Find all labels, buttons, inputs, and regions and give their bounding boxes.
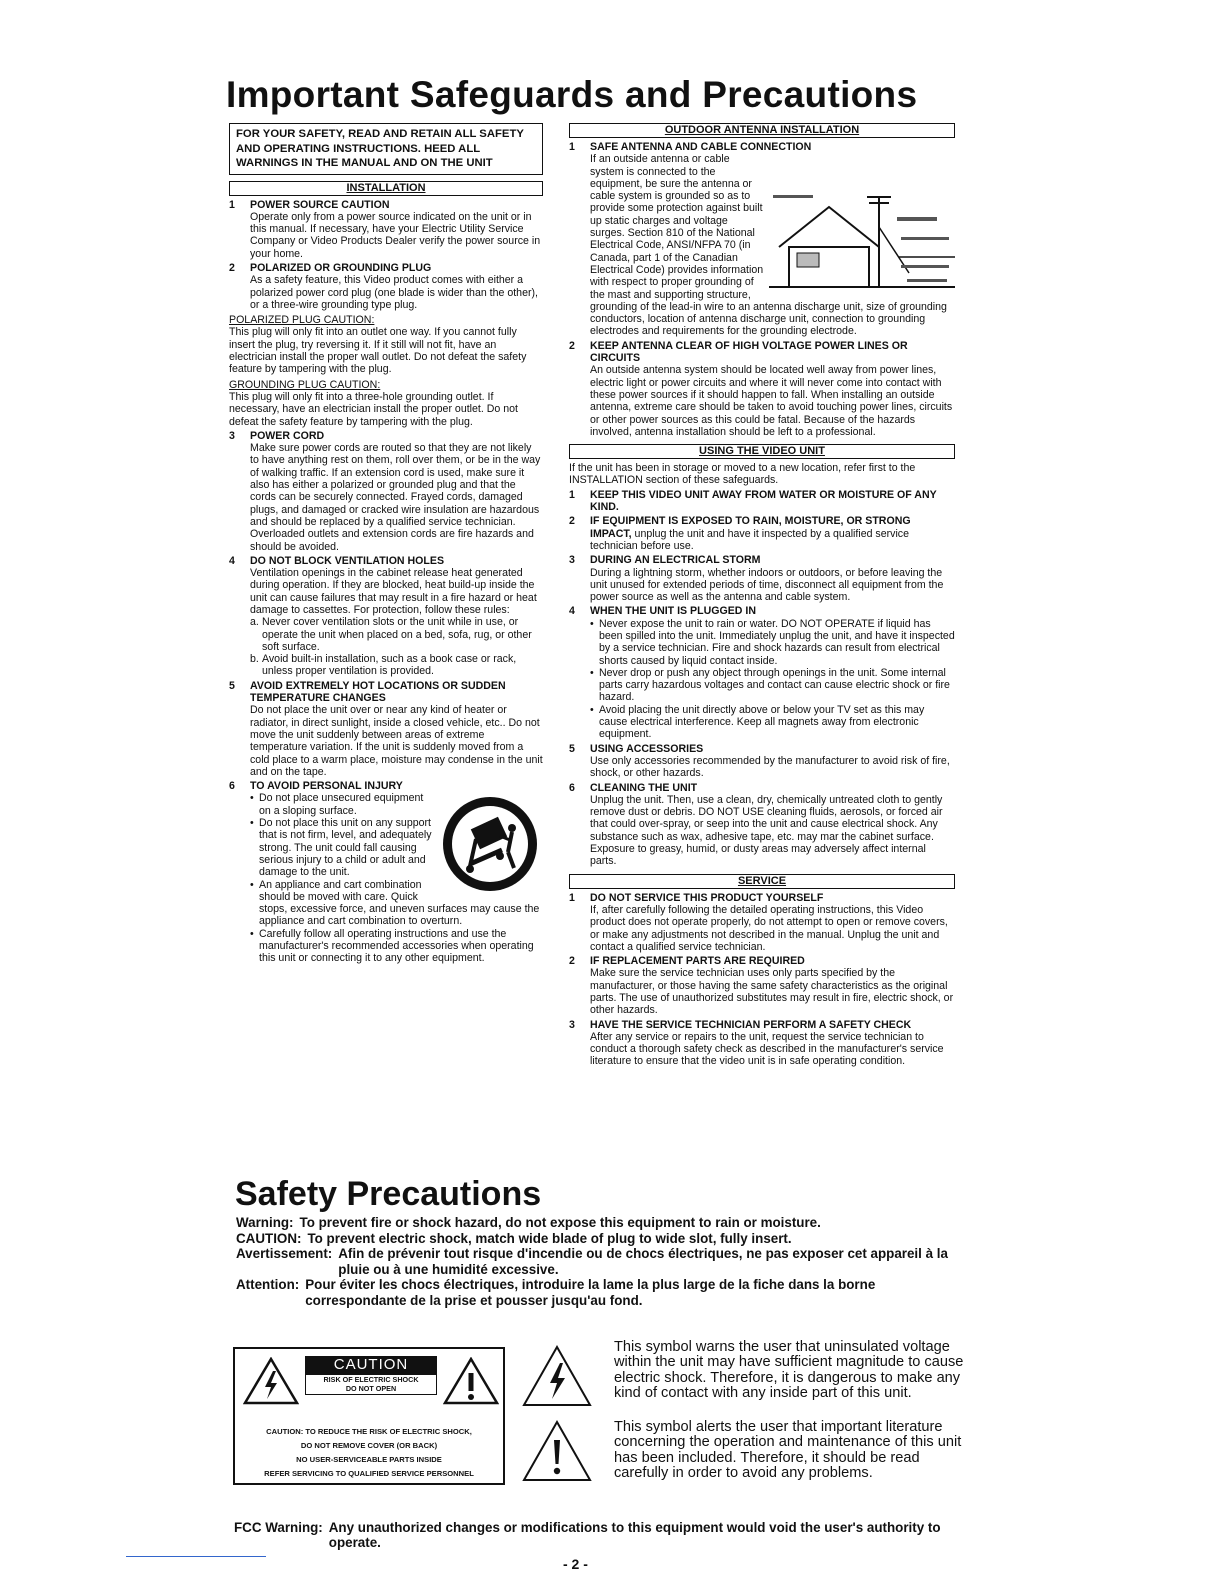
- plugged-in-bullets: [590, 618, 955, 741]
- installation-item-5: 5 AVOID EXTREMELY HOT LOCATIONS OR SUDDEN TEMPERATURE CHANGES Do not place the unit over or near any kind of heater or radiator, in direct sunlight, inside a closed vehicle, etc.. Do not move the unit suddenly between areas of extreme temperature variation. If the unit is suddenly moved from a cold place to a warm place, moisture may condense in the unit and on the tape.: [229, 679, 543, 778]
- using-item-3: 3 DURING AN ELECTRICAL STORM During a lightning storm, whether indoors or outdoors, or before leaving the unit unused for extended periods of time, disconnect all equipment from the power source as well as the antenna and cable system.: [569, 554, 955, 603]
- item-heading: DURING AN ELECTRICAL STORM: [590, 554, 761, 567]
- outdoor-item-2: 2 KEEP ANTENNA CLEAR OF HIGH VOLTAGE POWER LINES OR CIRCUITS An outside antenna system should be located well away from power lines, electric light or power circuits and where it will never come into contact with these power sources if it should happen to fall. When installing an outside antenna, extreme care should be taken to avoid touching power lines, circuits or other power sources as this could be fatal. Because of the hazards involved, antenna installation should be left to a professional.: [569, 340, 955, 438]
- using-item-5: 5 USING ACCESSORIES Use only accessories recommended by the manufacturer to avoid risk of fire, shock, or other hazards.: [569, 743, 955, 780]
- safety-notice: FOR YOUR SAFETY, READ AND RETAIN ALL SAFETY AND OPERATING INSTRUCTIONS. HEED ALL WARNINGS IN THE MANUAL AND ON THE UNIT: [229, 123, 543, 175]
- list-item: • Carefully follow all operating instructions and use the manufacturer's recommended accessories when operating this unit or connecting it to any other equipment.: [250, 928, 543, 965]
- list-item: • Never expose the unit to rain or water. DO NOT OPERATE if liquid has been spilled into the unit. Immediately unplug the unit, and have it inspected by a service technician. Fire and shock hazards can result from electrical shorts caused by liquid contact inside.: [590, 618, 955, 667]
- item-heading: WHEN THE UNIT IS PLUGGED IN: [590, 605, 756, 618]
- list-item: • Do not place unsecured equipment on a sloping surface.: [250, 792, 543, 817]
- installation-item-6: 6 TO AVOID PERSONAL INJURY • Do not place unsecured equipment on a sloping surface. • Do not place this unit on any support that is not firm, level, and adequately strong. The unit could fall causing serious injury to a child or adult and damage to the unit. • An appliance and cart combination should be moved with care. Quick stops, excessive force, and uneven surfaces may cause the appliance and cart combination to overturn. • Carefully follow all operating instructions and use the manufacturer's recommended accessories when operating this unit or connecting it to any other equipment.: [229, 780, 543, 964]
- polarized-caution-body: This plug will only fit into an outlet one way. If you cannot fully insert the plug, try reversing it. If it still will not fit, have an electrician install the proper wall outlet. Do not defeat the safety feature by tampering with the plug.: [229, 326, 527, 376]
- using-item-6: 6 CLEANING THE UNIT Unplug the unit. Then, use a clean, dry, chemically untreated cloth to gently remove dust or debris. DO NOT USE cleaning fluids, aerosols, or forced air that could over-spray, or seep into the unit and cause electrical shock. Any substance such as wax, adhesive tape, etc. may mar the cabinet surface. Exposure to greasy, humid, or dusty areas may adversely affect internal parts.: [569, 782, 955, 868]
- attention-row: Attention: Pour éviter les chocs électriques, introduire la lame la plus large de la fiche dans la borne correspondante de la prise et pousser jusqu'au fond.: [236, 1277, 876, 1308]
- item-heading: DO NOT BLOCK VENTILATION HOLES: [250, 554, 445, 567]
- polarized-plug-caution: [229, 314, 543, 375]
- item-heading: KEEP THIS VIDEO UNIT AWAY FROM WATER OR MOISTURE OF ANY KIND.: [590, 488, 937, 514]
- left-column: [229, 123, 543, 965]
- fcc-label: FCC Warning:: [234, 1520, 323, 1535]
- service-item-1: 1 DO NOT SERVICE THIS PRODUCT YOURSELF If, after carefully following the detailed operating instructions, this Video product does not operate properly, do not attempt to open or remove covers, or make any adjustments not described in the manual. Unplug the unit and contact a qualified service technician.: [569, 892, 955, 953]
- warning-row: Warning: To prevent fire or shock hazard, do not expose this equipment to rain or moisture.: [236, 1215, 821, 1230]
- item-heading: IF EQUIPMENT IS EXPOSED TO RAIN, MOISTURE, OR STRONG IMPACT,: [590, 515, 911, 540]
- antenna-grounding-diagram: [769, 187, 955, 297]
- item-heading: POLARIZED OR GROUNDING PLUG: [250, 261, 432, 274]
- caution-label: [233, 1347, 505, 1485]
- caution-center: [305, 1356, 437, 1395]
- right-column: [569, 120, 955, 1068]
- using-item-4: 4 WHEN THE UNIT IS PLUGGED IN • Never expose the unit to rain or water. DO NOT OPERATE if liquid has been spilled into the unit. Immediately unplug the unit, and have it inspected by a service technician. Fire and shock hazards can result from electrical shorts caused by liquid contact inside. • Never drop or push any object through openings in the unit. Some internal parts carry hazardous voltages and contact can cause electric shock or fire hazard. • Avoid placing the unit directly above or below your TV set as this may cause electrical interference. Keep all magnets away from electronic equipment.: [569, 605, 955, 740]
- lightning-warning-icon: [243, 1357, 299, 1405]
- item-heading: USING ACCESSORIES: [590, 742, 704, 755]
- outdoor-antenna-heading: OUTDOOR ANTENNA INSTALLATION: [569, 123, 955, 138]
- item-body: Do not place the unit over or near any kind of heater or radiator, in direct sunlight, inside a closed vehicle, etc.. Do not move the unit suddenly between areas of extreme temperature variation. If the unit is suddenly moved from a cold place to a warm place, moisture may condense in the unit and on the tape.: [250, 704, 543, 778]
- installation-item-2: 2 POLARIZED OR GROUNDING PLUG As a safety feature, this Video product comes with either a polarized power cord plug (one blade is wider than the other), or a three-wire grounding type plug.: [229, 262, 543, 311]
- item-body: Operate only from a power source indicated on the unit or in this manual. If necessary, have your Electric Utility Service Company or Video Products Dealer verify the power source in your home.: [250, 210, 541, 260]
- item-heading: AVOID EXTREMELY HOT LOCATIONS OR SUDDEN TEMPERATURE CHANGES: [250, 679, 506, 705]
- grounding-caution-body: This plug will only fit into a three-hole grounding outlet. If necessary, have an electrician install the proper outlet. Do not defeat the safety feature by tampering with the plug.: [229, 390, 518, 428]
- rule-a: a. Never cover ventilation slots or the unit while in use, or operate the unit when placed on a bed, sofa, rug, or other soft surface.: [250, 616, 532, 653]
- item-body: If, after carefully following the detailed operating instructions, this Video product does not operate properly, do not attempt to open or remove covers, or make any adjustments not described in the manual. Unplug the unit and contact a qualified service technician.: [590, 903, 948, 953]
- footnote-rule: [126, 1556, 266, 1557]
- item-body: Use only accessories recommended by the manufacturer to avoid risk of fire, shock, or other hazards.: [590, 754, 950, 780]
- item-body: After any service or repairs to the unit, request the service technician to conduct a thorough safety check as described in the manufacturer's service literature to ensure that the video unit is in safe operating condition.: [590, 1030, 944, 1068]
- item-body: unplug the unit and have it inspected by a qualified service technician before use.: [590, 527, 909, 552]
- list-item: • Do not place this unit on any support that is not firm, level, and adequately strong. The unit could fall causing serious injury to a child or adult and damage to the unit.: [250, 817, 543, 878]
- item-heading: POWER SOURCE CAUTION: [250, 198, 390, 211]
- item-body: Make sure power cords are routed so that they are not likely to have anything rest on them, roll over them, or be in the way of walking traffic. If an extension cord is used, make sure it also has either a polarized or grounded plug and that the cords can be securely connected. Frayed cords, damaged plugs, and damaged or cracked wire insulation are hazardous and should be replaced by a qualified service technician. Overloaded outlets and extension cords are fire hazards and should be avoided.: [250, 442, 541, 553]
- item-heading: DO NOT SERVICE THIS PRODUCT YOURSELF: [590, 891, 824, 904]
- page-title: Important Safeguards and Precautions: [226, 74, 918, 115]
- list-item: • Never drop or push any object through openings in the unit. Some internal parts carry hazardous voltages and contact can cause electric shock or fire hazard.: [590, 667, 955, 704]
- lightning-symbol-icon: [522, 1345, 592, 1407]
- using-item-1: 1 KEEP THIS VIDEO UNIT AWAY FROM WATER OR MOISTURE OF ANY KIND.: [569, 489, 955, 514]
- service-heading: SERVICE: [569, 874, 955, 889]
- installation-item-4: 4 DO NOT BLOCK VENTILATION HOLES Ventilation openings in the cabinet release heat generated during operation. If they are blocked, heat build-up inside the unit can cause failures that may result in a fire hazard or heat damage to cassettes. For protection, follow these rules: a. Never cover ventilation slots or the unit while in use, or operate the unit when placed on a bed, sofa, rug, or other soft surface. b. Avoid built-in installation, such as a book case or rack, unless proper ventilation is provided.: [229, 555, 543, 678]
- using-intro: If the unit has been in storage or moved to a new location, refer first to the INSTALLATION section of these safeguards.: [569, 462, 916, 487]
- caution-row: CAUTION: To prevent electric shock, match wide blade of plug to wide slot, fully insert.: [236, 1230, 792, 1246]
- safety-precautions-title: Safety Precautions: [235, 1175, 542, 1213]
- outdoor-item-1: 1 SAFE ANTENNA AND CABLE CONNECTION If an outside antenna or cable system is connected to the equipment, be sure the antenna or cable system is grounded so as to provide some protection against built up static charges and voltage surges. Section 810 of the National Electrical Code, ANSI/NFPA 70 (in Canada, part 1 of the Canadian Electrical Code) provides information with respect to proper grounding of the mast and supporting structure, grounding of the lead-in wire to an antenna discharge unit, size of grounding conductors, location of antenna discharge unit, connection to grounding electrodes and requirements for the grounding electrode.: [569, 141, 955, 338]
- item-body: Unplug the unit. Then, use a clean, dry, chemically untreated cloth to gently remove dust or debris. DO NOT USE cleaning fluids, aerosols, or forced air that could over-spray, or seep into the unit and cause electrical shock. Any substance such as wax, adhesive tape, etc. may mar the cabinet surface. Exposure to greasy, humid, or dusty areas may adversely affect internal parts.: [590, 793, 943, 868]
- item-body: During a lightning storm, whether indoors or outdoors, or before leaving the unit unused for extended periods of time, disconnect all equipment from the power source as well as the antenna and cable system.: [590, 566, 944, 604]
- exclamation-warning-icon: [443, 1357, 499, 1405]
- service-item-3: 3 HAVE THE SERVICE TECHNICIAN PERFORM A SAFETY CHECK After any service or repairs to the unit, request the service technician to conduct a thorough safety check as described in the manufacturer's service literature to ensure that the video unit is in safe operating condition.: [569, 1019, 955, 1068]
- using-video-unit-heading: USING THE VIDEO UNIT: [569, 444, 955, 459]
- caution-banner: CAUTION: [305, 1356, 437, 1374]
- fcc-warning: [234, 1520, 974, 1550]
- item-body: As a safety feature, this Video product comes with either a polarized power cord plug (one blade is wider than the other), or a three-wire grounding type plug.: [250, 274, 538, 311]
- exclamation-symbol-text: This symbol alerts the user that important literature concerning the operation and maintenance of this unit has been included. Therefore, it should be read carefully in order to avoid any problems.: [614, 1419, 962, 1481]
- item-heading: HAVE THE SERVICE TECHNICIAN PERFORM A SAFETY CHECK: [590, 1018, 912, 1031]
- grounding-caution-heading: GROUNDING PLUG CAUTION:: [229, 378, 381, 391]
- list-item: • An appliance and cart combination should be moved with care. Quick stops, excessive force, and uneven surfaces may cause the appliance and cart combination to overturn.: [250, 879, 543, 928]
- fcc-text: Any unauthorized changes or modifications to this equipment would void the user's authority to operate.: [328, 1520, 941, 1550]
- installation-item-3: 3 POWER CORD Make sure power cords are routed so that they are not likely to have anything rest on them, roll over them, or be in the way of walking traffic. If an extension cord is used, make sure it also has either a polarized or grounded plug and that the cords can be securely connected. Frayed cords, damaged plugs, and damaged or cracked wire insulation are hazardous and should be replaced by a qualified service technician. Overloaded outlets and extension cords are fire hazards and should be avoided.: [229, 430, 543, 553]
- item-heading: POWER CORD: [250, 429, 325, 442]
- item-heading: TO AVOID PERSONAL INJURY: [250, 780, 403, 793]
- warnings-block: [236, 1215, 976, 1309]
- item-heading: SAFE ANTENNA AND CABLE CONNECTION: [590, 141, 812, 153]
- caution-instructions: CAUTION: TO REDUCE THE RISK OF ELECTRIC SHOCK, DO NOT REMOVE COVER (OR BACK) NO USER-SERVICEABLE PARTS INSIDE REFER SERVICING TO QUALIFIED SERVICE PERSONNEL: [264, 1427, 474, 1478]
- list-item: • Avoid placing the unit directly above or below your TV set as this may cause electrical interference. Keep all magnets away from electronic equipment.: [590, 704, 955, 741]
- installation-heading: INSTALLATION: [229, 181, 543, 196]
- rule-b: b. Avoid built-in installation, such as a book case or rack, unless proper ventilation is provided.: [250, 653, 517, 678]
- item-heading: IF REPLACEMENT PARTS ARE REQUIRED: [590, 955, 805, 968]
- installation-item-1: 1 POWER SOURCE CAUTION Operate only from a power source indicated on the unit or in this manual. If necessary, have your Electric Utility Service Company or Video Products Dealer verify the power source in your home.: [229, 199, 543, 260]
- item-heading: KEEP ANTENNA CLEAR OF HIGH VOLTAGE POWER LINES OR CIRCUITS: [590, 339, 908, 365]
- polarized-caution-heading: POLARIZED PLUG CAUTION:: [229, 314, 375, 327]
- page-number: - 2 -: [563, 1556, 588, 1572]
- exclamation-symbol-icon: [522, 1420, 592, 1482]
- using-item-2: 2 IF EQUIPMENT IS EXPOSED TO RAIN, MOISTURE, OR STRONG IMPACT, unplug the unit and have it inspected by a qualified service technician before use.: [569, 515, 911, 552]
- service-item-2: 2 IF REPLACEMENT PARTS ARE REQUIRED Make sure the service technician uses only parts specified by the manufacturer, or those having the same safety characteristics as the original parts. The use of unauthorized substitutes may result in fire, electric shock, or other hazards.: [569, 955, 954, 1017]
- grounding-plug-caution: [229, 379, 543, 428]
- lightning-symbol-text: This symbol warns the user that uninsulated voltage within the unit may have sufficient magnitude to cause electric shock. Therefore, it is dangerous to make any kind of contact with any inside part of this unit.: [614, 1339, 964, 1401]
- avertissement-row: Avertissement: Afin de prévenir tout risque d'incendie ou de chocs électriques, ne pas exposer cet appareil à la pluie ou à une humidité excessive.: [236, 1246, 948, 1277]
- injury-bullets: [250, 792, 543, 964]
- item-body: An outside antenna system should be located well away from power lines, electric light or power circuits and where it will never come into contact with these power sources if it should happen to fall. When installing an outside antenna, extreme care should be taken to avoid touching power lines, circuits or other power sources as this could be fatal. Because of the hazards involved, antenna installation should be left to a professional.: [590, 364, 953, 438]
- item-body: If an outside antenna or cable system is connected to the equipment, be sure the antenna or cable system is grounded so as to provide some protection against built up static charges and voltage surges. Section 810 of the National Electrical Code, ANSI/NFPA 70 (in Canada, part 1 of the Canadian Electrical Code) provides information with respect to proper grounding of the mast and supporting structure, grounding of the lead-in wire to an antenna discharge unit, size of grounding conductors, location of antenna discharge unit, connection to grounding electrodes and requirements for the grounding electrode.: [590, 153, 947, 338]
- item-heading: CLEANING THE UNIT: [590, 781, 698, 794]
- caution-small-text: RISK OF ELECTRIC SHOCK DO NOT OPEN: [305, 1374, 437, 1395]
- item-body: Ventilation openings in the cabinet release heat generated during operation. If they are blocked, heat build-up inside the unit can cause failures that may result in a fire hazard or heat damage to cassettes. For protection, follow these rules:: [250, 567, 537, 616]
- item-body: Make sure the service technician uses only parts specified by the manufacturer, or those having the same safety characteristics as the original parts. The use of unauthorized substitutes may result in fire, electric shock, or other hazards.: [590, 967, 954, 1017]
